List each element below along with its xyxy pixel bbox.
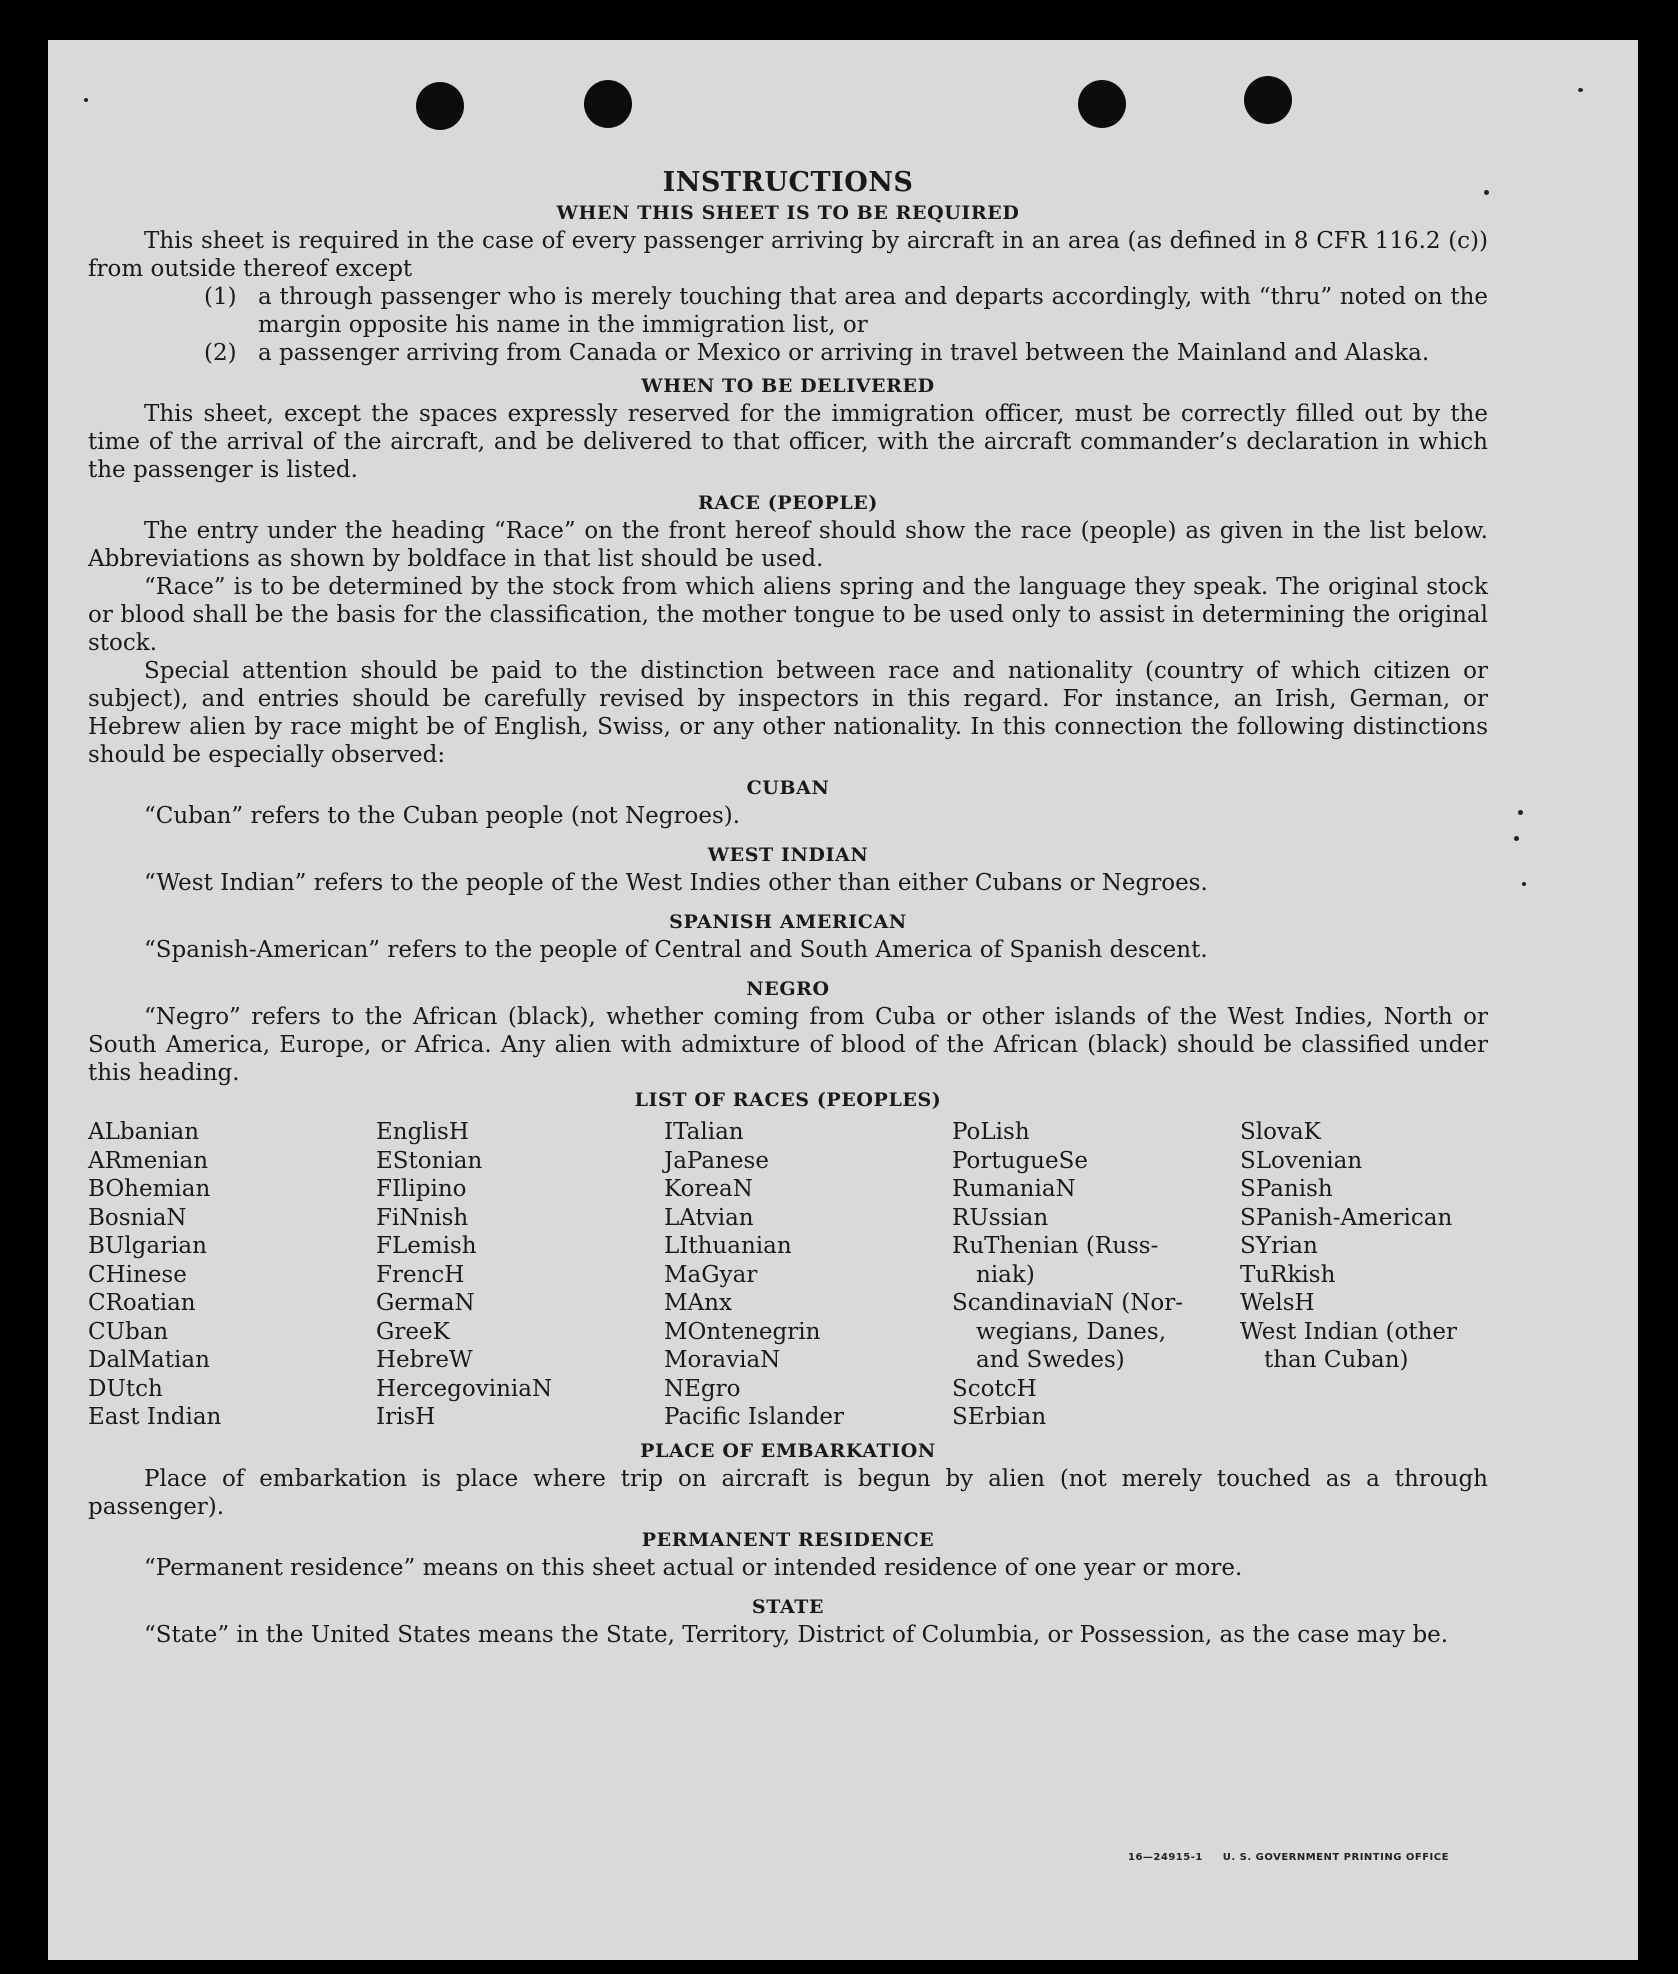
race-entry: DUtch <box>88 1375 163 1402</box>
section-heading-state: STATE <box>751 1595 825 1618</box>
race-entry: ScotcH <box>952 1375 1037 1402</box>
race-entry: FLemish <box>376 1233 477 1259</box>
west-indian-text: “West Indian” refers to the people of the West Indies other than either Cubans or Negroes. <box>144 870 1208 896</box>
race-entry: HebreW <box>376 1347 473 1373</box>
negro-text: “Negro” refers to the African (black), whether coming from Cuba or other islands of the West Indies, North or South America, Europe, or Africa. Any alien with admixture of blood of the African (black) should be classified under this heading. <box>88 1004 1488 1086</box>
section-heading-negro: NEGRO <box>746 978 830 1000</box>
punch-hole <box>584 80 632 128</box>
race-entry-continued: niak) <box>976 1261 1035 1288</box>
race-entry: FIlipino <box>376 1176 467 1202</box>
race-entry: JaPanese <box>664 1147 769 1174</box>
spanish-american-text: “Spanish-American” refers to the people of Central and South America of Spanish descent. <box>144 937 1208 963</box>
exception-item-2 <box>204 339 1488 367</box>
form-code: 16—24915-1 <box>1128 1852 1203 1863</box>
section-heading-when-delivered: WHEN TO BE DELIVERED <box>641 375 935 397</box>
race-entry: MOntenegrin <box>664 1318 821 1345</box>
race-entry: HercegoviniaN <box>376 1375 553 1402</box>
race-entry: CHinese <box>88 1261 187 1288</box>
when-delivered-text: This sheet, except the spaces expressly reserved for the immigration officer, must be correctly filled out by the time of the arrival of the aircraft, and be delivered to that officer, with the aircraft commander’s declaration in which the passenger is listed. <box>88 401 1488 483</box>
section-heading-west-indian: WEST INDIAN <box>707 844 869 866</box>
race-entry: RuThenian (Russ- <box>952 1233 1159 1259</box>
race-entry: GermaN <box>376 1290 475 1316</box>
race-entry-continued: wegians, Danes, <box>976 1318 1167 1345</box>
race-entry: NEgro <box>664 1375 741 1402</box>
race-entry: PortugueSe <box>952 1147 1088 1174</box>
race-entry: MAnx <box>664 1290 732 1316</box>
form-footer <box>1128 1852 1449 1863</box>
exception-text: a through passenger who is merely touching that area and departs accordingly, with “thru” noted on the margin opposite his name in the immigration list, or <box>258 284 1488 338</box>
race-paragraph: Special attention should be paid to the distinction between race and nationality (country of which citizen or subject), and entries should be carefully revised by inspectors in this regard. For instance, an Irish, German, or Hebrew alien by race might be of English, Swiss, or any other nationality. In this connection the following distinctions should be especially observed: <box>88 658 1488 768</box>
race-entry: IrisH <box>376 1404 436 1430</box>
residence-text: “Permanent residence” means on this sheet actual or intended residence of one year or more. <box>144 1554 1243 1581</box>
race-entry: ScandinaviaN (Nor- <box>952 1290 1183 1316</box>
race-entry: RumaniaN <box>952 1176 1076 1202</box>
race-entry: SlovaK <box>1240 1119 1321 1145</box>
race-column <box>376 1118 664 1432</box>
speck-mark <box>84 98 88 102</box>
section-heading-cuban: CUBAN <box>746 777 830 799</box>
race-entry: TuRkish <box>1240 1261 1336 1288</box>
speck-mark <box>1578 88 1583 92</box>
race-entry: CRoatian <box>88 1290 196 1316</box>
punch-hole <box>1244 76 1292 124</box>
section-heading-when-required: WHEN THIS SHEET IS TO BE REQUIRED <box>556 202 1020 224</box>
race-entry: SPanish-American <box>1240 1204 1453 1231</box>
race-entry: FiNnish <box>376 1204 469 1231</box>
race-entry: BOhemian <box>88 1176 211 1202</box>
exception-number: (1) <box>204 284 237 310</box>
printer-name: U. S. GOVERNMENT PRINTING OFFICE <box>1222 1852 1449 1863</box>
race-entry: SLovenian <box>1240 1147 1363 1174</box>
when-required-intro: This sheet is required in the case of every passenger arriving by aircraft in an area (as defined in 8 CFR 116.2 (c)) from outside thereof except <box>88 228 1488 282</box>
race-entry: SErbian <box>952 1404 1047 1430</box>
exception-item-1 <box>204 283 1488 339</box>
race-entry: LIthuanian <box>664 1233 792 1259</box>
race-entry: KoreaN <box>664 1176 753 1202</box>
race-entry: ITalian <box>664 1119 744 1145</box>
race-entry: EStonian <box>376 1147 483 1174</box>
race-list <box>88 1118 1488 1432</box>
section-heading-embarkation: PLACE OF EMBARKATION <box>640 1439 936 1462</box>
race-column <box>88 1118 376 1432</box>
speck-mark <box>1522 882 1526 886</box>
race-entry: FrencH <box>376 1261 465 1288</box>
race-entry: MoraviaN <box>664 1347 781 1373</box>
race-entry: ALbanian <box>88 1119 200 1145</box>
race-column <box>952 1118 1240 1432</box>
punch-hole <box>416 82 464 130</box>
race-entry: BUlgarian <box>88 1233 207 1259</box>
race-paragraph: The entry under the heading “Race” on the front hereof should show the race (people) as given in the list below. Abbreviations as shown by boldface in that list should be used. <box>88 518 1488 572</box>
race-entry: EnglisH <box>376 1119 469 1145</box>
race-entry: LAtvian <box>664 1204 754 1231</box>
speck-mark <box>1518 810 1523 815</box>
race-entry: GreeK <box>376 1318 450 1345</box>
race-entry: Pacific Islander <box>664 1404 845 1430</box>
form-sheet <box>48 40 1638 1960</box>
race-entry: East Indian <box>88 1404 222 1430</box>
race-entry: SYrian <box>1240 1233 1318 1259</box>
punch-hole <box>1078 80 1126 128</box>
embarkation-text: Place of embarkation is place where trip on aircraft is begun by alien (not merely touched as a through passenger). <box>88 1465 1488 1520</box>
race-entry: WelsH <box>1240 1290 1315 1316</box>
section-heading-residence: PERMANENT RESIDENCE <box>641 1528 935 1551</box>
cuban-text: “Cuban” refers to the Cuban people (not Negroes). <box>144 803 741 829</box>
race-entry: SPanish <box>1240 1176 1333 1202</box>
instructions-body <box>88 166 1488 1649</box>
speck-mark <box>1514 836 1519 841</box>
state-text: “State” in the United States means the State, Territory, District of Columbia, or Possession, as the case may be. <box>144 1621 1449 1648</box>
section-heading-spanish-american: SPANISH AMERICAN <box>669 911 907 933</box>
race-entry: BosniaN <box>88 1204 187 1231</box>
race-column <box>1240 1118 1528 1432</box>
page-title: INSTRUCTIONS <box>662 167 914 198</box>
race-entry: MaGyar <box>664 1261 758 1288</box>
exception-number: (2) <box>204 340 237 366</box>
race-paragraph: “Race” is to be determined by the stock from which aliens spring and the language they speak. The original stock or blood shall be the basis for the classification, the mother tongue to be used only to assist in determining the original stock. <box>88 574 1488 656</box>
section-heading-race: RACE (PEOPLE) <box>698 492 878 514</box>
race-entry: DalMatian <box>88 1347 210 1373</box>
race-entry: West Indian (other <box>1240 1318 1458 1345</box>
race-entry-continued: and Swedes) <box>976 1347 1125 1373</box>
section-heading-list-of-races: LIST OF RACES (PEOPLES) <box>634 1089 942 1111</box>
exception-text: a passenger arriving from Canada or Mexico or arriving in travel between the Mainland and Alaska. <box>258 340 1430 366</box>
race-entry: PoLish <box>952 1119 1030 1145</box>
race-entry: ARmenian <box>88 1147 209 1174</box>
race-column <box>664 1118 952 1432</box>
race-entry: CUban <box>88 1318 169 1345</box>
race-entry: RUssian <box>952 1204 1049 1231</box>
race-entry-continued: than Cuban) <box>1264 1347 1409 1373</box>
